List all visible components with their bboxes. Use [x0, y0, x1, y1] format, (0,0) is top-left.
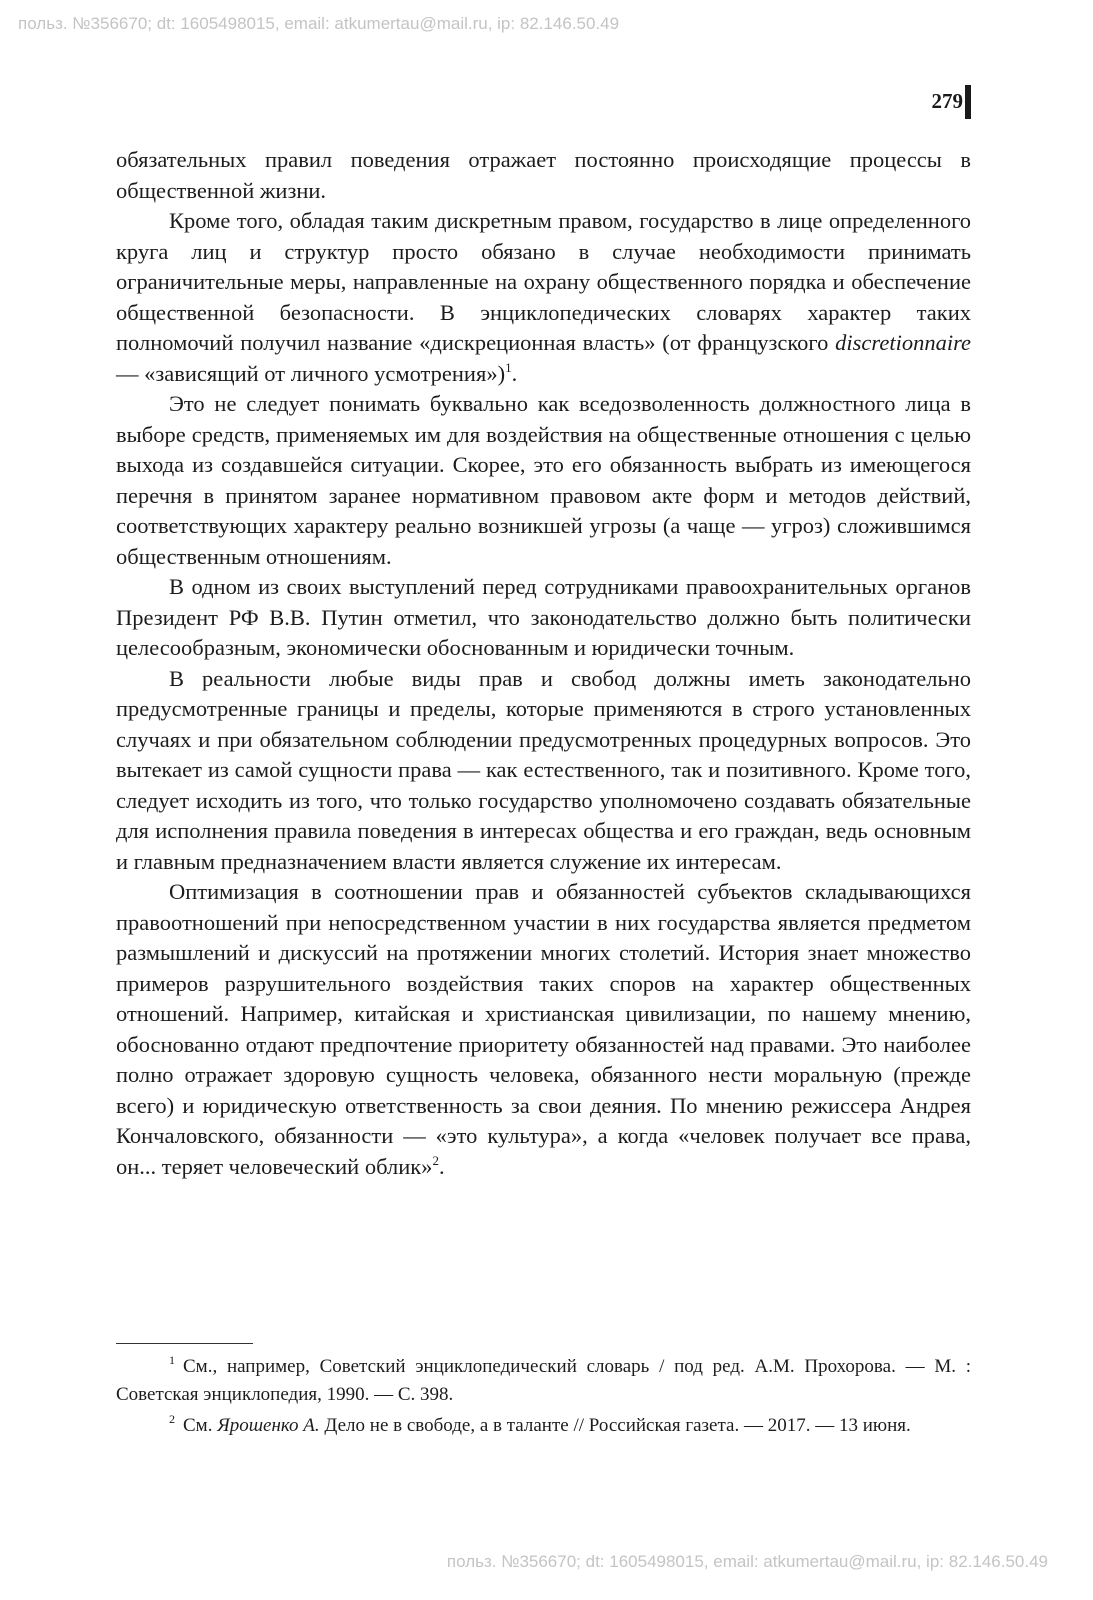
watermark-top: польз. №356670; dt: 1605498015, email: atkumertau@mail.ru, ip: 82.146.50.49	[18, 14, 620, 33]
paragraph-5: В реальности любые виды прав и свобод должны иметь законодательно предусмотренные границы и пределы, которые применяются в строго установленных случаях и при обязательном соблюдении предусмотренных процедурных вопросов. Это вытекает из самой сущности права — как естественного, так и позитивного. Кроме того, следует исходить из того, что только государство уполномочено создавать обязательные для исполнения правила поведения в интересах общества и его граждан, ведь основным и главным предназначением власти является служение их интересам.	[116, 665, 971, 874]
paragraph-1: обязательных правил поведения отражает постоянно происходящие процессы в общественной жизни.	[116, 147, 971, 203]
footnote-1-mark: 1	[169, 1353, 175, 1367]
footnote-1	[116, 1353, 971, 1408]
paragraph-2	[116, 206, 971, 389]
footnote-divider	[116, 1343, 253, 1344]
paragraph-3: Это не следует понимать буквально как вседозволенность должностного лица в выборе средств, применяемых им для воздействия на общественные отношения с целью выхода из создавшейся ситуации. Скорее, это его обязанность выбрать из имеющегося перечня в принятом заранее нормативном правовом акте форм и методов действий, соответствующих характеру реально возникшей угрозы (а чаще — угроз) сложившимся общественным отношениям.	[116, 391, 971, 569]
paragraph-4: В одном из своих выступлений перед сотрудниками правоохранительных органов Президент РФ В.В. Путин отметил, что законодательство должно быть политически целесообразным, экономически обоснованным и юридически точным.	[116, 574, 971, 660]
footnote-2	[116, 1412, 971, 1440]
footnotes	[116, 1353, 971, 1440]
footnote-1-text: См., например, Советский энциклопедический словарь / под ред. А.М. Прохорова. — М. : Советская энциклопедия, 1990. — С. 398.	[116, 1356, 971, 1405]
paragraph-2-text-cont: — «зависящий от личного усмотрения»)	[116, 360, 506, 386]
page-number: 279	[931, 89, 963, 113]
paragraph-6-text: Оптимизация в соотношении прав и обязанностей субъектов складывающихся правоотношений при непосредственном участии в них государства является предметом размышлений и дискуссий на протяжении многих столетий. История знает множество примеров разрушительного воздействия таких споров на характер общественных отношений. Например, китайская и христианская цивилизации, по нашему мнению, обоснованно отдают предпочтение приоритету обязанностей над правами. Это наиболее полно отражает здоровую сущность человека, обязанного нести моральную (прежде всего) и юридическую ответственность за свои деяния. По мнению режиссера Андрея Кончаловского, обязанности — «это культура», а когда «человек получает все права, он... теряет человеческий облик»	[116, 879, 971, 1179]
paragraph-6-end: .	[438, 1153, 445, 1179]
footnote-2-mark: 2	[169, 1412, 175, 1426]
paragraph-2-text: Кроме того, обладая таким дискретным правом, государство в лице определенного круга лиц и структур просто обязано в случае необходимости принимать ограничительные меры, направленные на охрану общественного порядка и обеспечение общественной безопасности. В энциклопедических словарях характер таких полномочий получил название «дискреционная власть» (от французского	[116, 208, 971, 355]
paragraph-2-end: .	[511, 360, 518, 386]
paragraph-2-italic-term: discretionnaire	[835, 330, 971, 355]
paragraph-6	[116, 877, 971, 1182]
footnote-ref-2[interactable]: 2	[432, 1152, 439, 1168]
body-text	[116, 145, 971, 1182]
footnote-2-text-cont: Дело не в свободе, а в таланте // Российская газета. — 2017. — 13 июня.	[319, 1415, 911, 1436]
watermark-bottom: польз. №356670; dt: 1605498015, email: atkumertau@mail.ru, ip: 82.146.50.49	[446, 1552, 1048, 1571]
footnote-2-text: См.	[183, 1415, 218, 1436]
footnote-2-author: Ярошенко А.	[217, 1415, 320, 1436]
footnote-ref-1[interactable]: 1	[505, 359, 512, 375]
page-number-bar	[965, 85, 971, 119]
